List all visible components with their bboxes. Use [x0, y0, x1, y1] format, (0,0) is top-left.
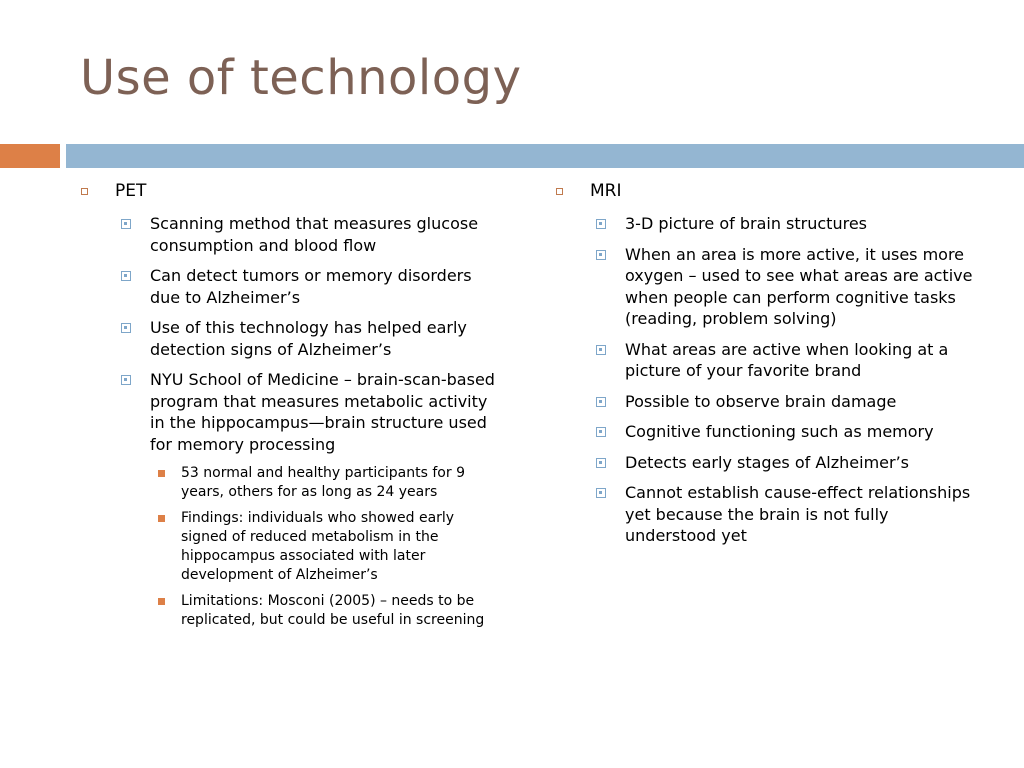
square-bullet-icon [556, 188, 563, 195]
mri-item [555, 339, 975, 382]
title-accent-bar [0, 144, 60, 168]
square-bullet-icon [596, 427, 606, 437]
pet-item-text: Scanning method that measures glucose consumption and blood flow [150, 214, 479, 255]
pet-subitem [80, 592, 495, 630]
square-bullet-icon [596, 458, 606, 468]
mri-item [555, 452, 975, 474]
right-column [555, 180, 975, 556]
square-bullet-icon [596, 397, 606, 407]
left-column [80, 180, 495, 637]
pet-item-text: Can detect tumors or memory disorders due to Alzheimer’s [150, 266, 472, 307]
square-bullet-icon [596, 345, 606, 355]
square-bullet-icon [596, 488, 606, 498]
pet-item [80, 213, 495, 256]
pet-item-text: NYU School of Medicine – brain-scan-based program that measures metabolic activity in the hippocampus—brain structure used for memory processing [150, 370, 495, 454]
pet-subitem-text: 53 normal and healthy participants for 9 years, others for as long as 24 years [181, 465, 465, 500]
mri-item-text: What areas are active when looking at a picture of your favorite brand [625, 339, 949, 380]
slide-title: Use of technology [80, 50, 522, 106]
pet-item [80, 369, 495, 455]
filled-square-bullet-icon [158, 515, 165, 522]
mri-heading [555, 180, 975, 202]
square-bullet-icon [121, 271, 131, 281]
pet-subitem-text: Limitations: Mosconi (2005) – needs to be replicated, but could be useful in screening [181, 593, 485, 628]
mri-item-text: When an area is more active, it uses more oxygen – used to see what areas are active when people can perform cognitive tasks (reading, problem solving) [625, 244, 973, 328]
pet-subitem-text: Findings: individuals who showed early signed of reduced metabolism in the hippocampus associated with later development of Alzheimer’s [181, 510, 455, 583]
mri-item [555, 391, 975, 413]
mri-item-text: Cognitive functioning such as memory [625, 422, 934, 441]
pet-subitem [80, 509, 495, 585]
filled-square-bullet-icon [158, 598, 165, 605]
pet-item-text: Use of this technology has helped early detection signs of Alzheimer’s [150, 318, 467, 359]
square-bullet-icon [81, 188, 88, 195]
square-bullet-icon [596, 250, 606, 260]
mri-item [555, 213, 975, 235]
mri-item-text: Possible to observe brain damage [625, 391, 897, 411]
pet-heading-text: PET [115, 181, 147, 201]
title-band-bar [66, 144, 1024, 168]
mri-heading-text: MRI [590, 181, 622, 201]
pet-subitem [80, 464, 495, 502]
square-bullet-icon [121, 219, 131, 229]
mri-item [555, 421, 975, 443]
mri-item-text: 3-D picture of brain structures [625, 214, 867, 233]
mri-item [555, 244, 975, 330]
pet-heading [80, 180, 495, 202]
mri-item [555, 482, 975, 547]
pet-item [80, 317, 495, 360]
mri-item-text: Cannot establish cause-effect relationships yet because the brain is not fully understood yet [625, 483, 971, 545]
mri-item-text: Detects early stages of Alzheimer’s [625, 452, 909, 472]
filled-square-bullet-icon [158, 470, 165, 477]
square-bullet-icon [121, 375, 131, 385]
pet-item [80, 265, 495, 308]
square-bullet-icon [121, 323, 131, 333]
square-bullet-icon [596, 219, 606, 229]
